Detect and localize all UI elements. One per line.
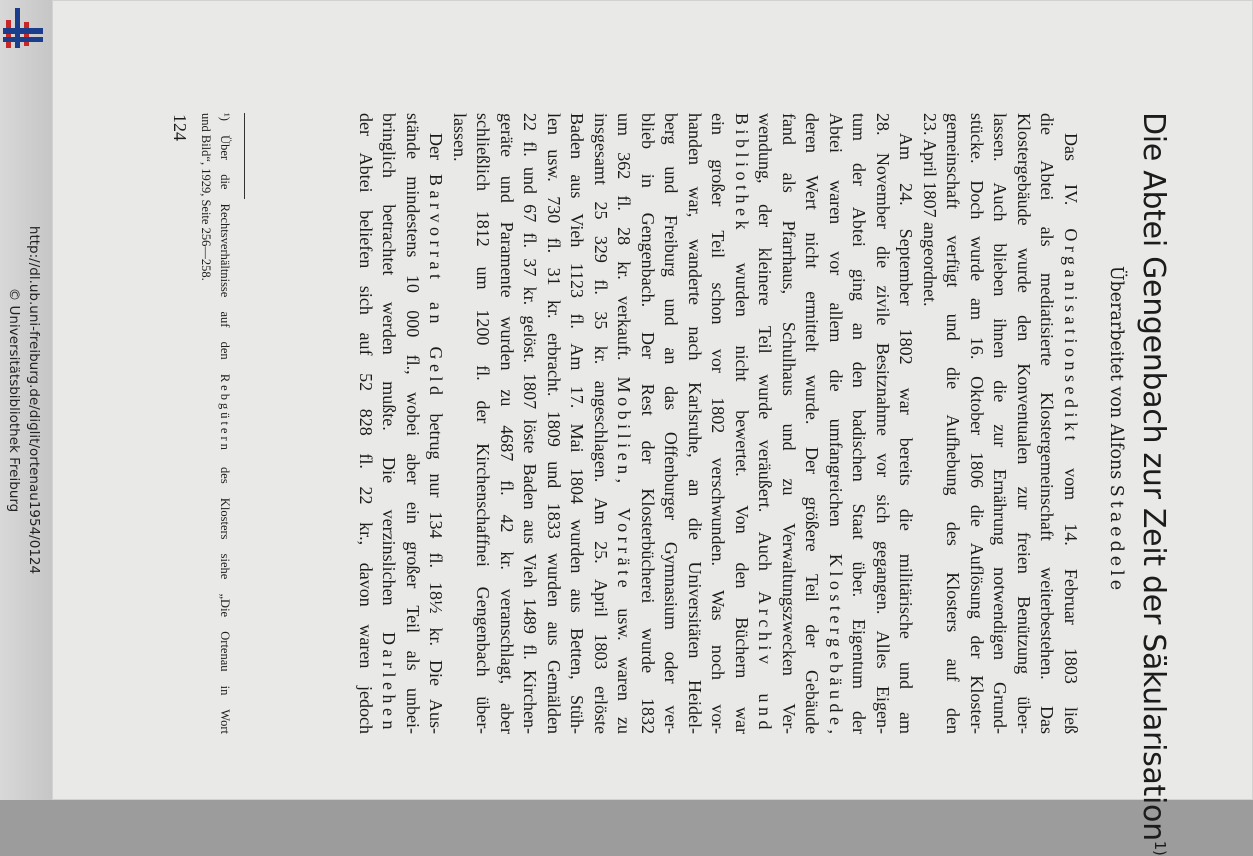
spaced-emphasis: Klostergebäude: [826, 553, 846, 730]
body-line: [941, 113, 965, 734]
text-run: insgesamt 25 329 fl. 35 kr. angeschlagen. Am 25. April 1803 erlöste: [591, 113, 611, 734]
article-title: [1136, 112, 1177, 856]
body-line: [1012, 113, 1036, 734]
article-body: [354, 113, 1083, 734]
scanned-page: [52, 0, 1253, 856]
text-run: deren Wert nicht ermittelt wurde. Der größere Teil der Gebäude: [802, 113, 823, 734]
body-line: [918, 113, 942, 734]
text-run: stücke. Doch wurde am 16. Oktober 1806 die Auflösung der Kloster-: [967, 113, 987, 734]
text-run: Baden aus Vieh 1123 fl. Am 17. Mai 1804 wurden aus Betten, Stüh-: [567, 113, 588, 734]
text-run: gemeinschaft verfügt und die Aufhebung des Klosters auf den: [943, 113, 964, 734]
text-run: lassen. Auch blieben ihnen die zur Ernährung notwendigen Grund-: [990, 113, 1011, 734]
body-line: [777, 113, 801, 734]
text-run: vom 14. Februar 1803 ließ: [1061, 445, 1081, 734]
page-number: 124: [170, 114, 190, 141]
body-line: [471, 113, 495, 734]
text-run: wendung, der kleinere Teil wurde veräußert. Auch: [755, 113, 776, 592]
text-run: fand als Pfarrhaus, Schulhaus und zu Verwaltungszwecken Ver-: [779, 113, 799, 734]
body-line: [1059, 113, 1083, 734]
text-run: lassen.: [450, 113, 470, 162]
spaced-emphasis: Barvorrat an Geld: [426, 174, 447, 400]
text-run: der Abtei beliefen sich auf 52 828 fl. 22 kr., davon waren jedoch: [356, 113, 376, 734]
author-line: [1105, 110, 1127, 750]
author-name: Staedele: [1106, 484, 1126, 595]
text-run: Der: [426, 133, 447, 174]
text-run: ,: [826, 729, 846, 734]
body-line: [753, 113, 777, 734]
body-line: [377, 113, 401, 734]
text-run: um 362 fl. 28 kr. verkauft.: [614, 113, 635, 377]
body-line: [871, 113, 895, 734]
body-line: [847, 113, 871, 734]
text-run: len usw. 730 fl. 31 kr. erbracht. 1809 und 1833 wurden aus Gemälden: [544, 113, 564, 734]
title-text: Die Abtei Gengenbach zur Zeit der Säkularisation: [1136, 112, 1171, 841]
spaced-emphasis: Organisationsedikt: [1061, 228, 1081, 446]
text-run: tum der Abtei ging an den badischen Staat über. Eigentum der: [849, 113, 870, 734]
text-run: blieb in Gengenbach. Der Rest der Klosterbücherei wurde 1832: [638, 113, 658, 734]
author-prefix: Überarbeitet von Alfons: [1106, 265, 1126, 485]
text-run: Das IV.: [1061, 133, 1081, 229]
body-line: [894, 113, 918, 734]
text-run: geräte und Paramente wurden zu 4687 fl. 42 kr. veranschlagt, aber: [497, 113, 517, 734]
body-line: [1035, 113, 1059, 734]
text-run: berg und Freiburg und an das Offenburger Gymnasium oder ver-: [661, 113, 682, 734]
body-line: [589, 113, 613, 734]
body-line: [730, 113, 754, 734]
body-line: [518, 113, 542, 734]
title-footnote-marker: 1): [1151, 840, 1169, 856]
body-line: [636, 113, 660, 734]
spaced-emphasis: Bibliothek: [732, 113, 752, 234]
body-line: [401, 113, 425, 734]
text-run: Am 24. September 1802 war bereits die militärische und am: [896, 133, 917, 734]
text-run: stände mindestens 10 000 fl., wobei aber ein großer Teil als unbei-: [403, 113, 423, 734]
spaced-emphasis: Archiv und: [755, 591, 776, 734]
viewer-sidebar: [0, 0, 52, 800]
text-run: ¹) Über die Rechtsverhältnisse auf den: [218, 113, 232, 374]
text-run: handen war, wanderte nach Karlsruhe, an die Universitäten Heidel-: [685, 113, 705, 734]
text-run: die Abtei als mediatisierte Klostergemeinschaft weiterbestehen. Das: [1037, 113, 1058, 734]
body-line: [612, 113, 636, 734]
text-run: 23. April 1807 angeordnet.: [920, 113, 940, 307]
body-line: [824, 113, 848, 734]
text-run: bringlich betrachtet werden mußte. Die verzinslichen: [379, 113, 400, 633]
body-line: [495, 113, 519, 734]
text-run: schließlich 1812 um 1200 fl. der Kirchenschaffnei Gengenbach über-: [473, 113, 494, 734]
body-line: [542, 113, 566, 734]
footnote-line: [196, 113, 215, 734]
body-line: [683, 113, 707, 734]
body-line: [800, 113, 824, 734]
body-line: [706, 113, 730, 734]
footnote-divider: [244, 113, 245, 199]
body-line: [659, 113, 683, 734]
footnote-line: [215, 113, 234, 734]
source-url[interactable]: http://dl.ub.uni-freiburg.de/diglit/ortenau1954/0124: [26, 225, 42, 575]
body-line: [988, 113, 1012, 734]
rotated-page-content: [52, 0, 1253, 856]
spaced-emphasis: Darlehen: [379, 632, 400, 734]
text-run: Klostergebäude wurde den Konventualen zur freien Benützung über-: [1014, 113, 1034, 734]
text-run: und Bild“, 1929, Seite 256—258.: [199, 113, 213, 281]
text-run: Abtei waren vor allem die umfangreichen: [826, 113, 846, 554]
spaced-emphasis: Rebgütern: [218, 373, 232, 453]
body-line: [424, 113, 448, 734]
text-run: des Klosters siehe „Die Ortenau in Wort: [218, 452, 232, 734]
text-run: ein großer Teil schon vor 1802 verschwunden. Was noch vor-: [708, 113, 729, 734]
copyright-notice: © Universitätsbibliothek Freiburg: [6, 287, 22, 513]
text-run: 28. November die zivile Besitznahme vor sich gegangen. Alles Eigen-: [873, 113, 893, 734]
spaced-emphasis: Mobilien, Vorräte: [614, 376, 635, 593]
body-line: [565, 113, 589, 734]
body-line: [448, 113, 472, 734]
footnote: [196, 113, 234, 734]
text-run: betrug nur 134 fl. 18½ kr. Die Aus-: [426, 399, 447, 735]
text-run: 22 fl. und 67 fl. 37 kr. gelöst. 1807 löste Baden aus Vieh 1489 fl. Kirchen-: [520, 113, 541, 734]
text-run: wurden nicht bewertet. Von den Büchern war: [732, 234, 752, 734]
text-run: usw. waren zu: [614, 592, 635, 734]
body-line: [354, 113, 378, 734]
body-line: [965, 113, 989, 734]
